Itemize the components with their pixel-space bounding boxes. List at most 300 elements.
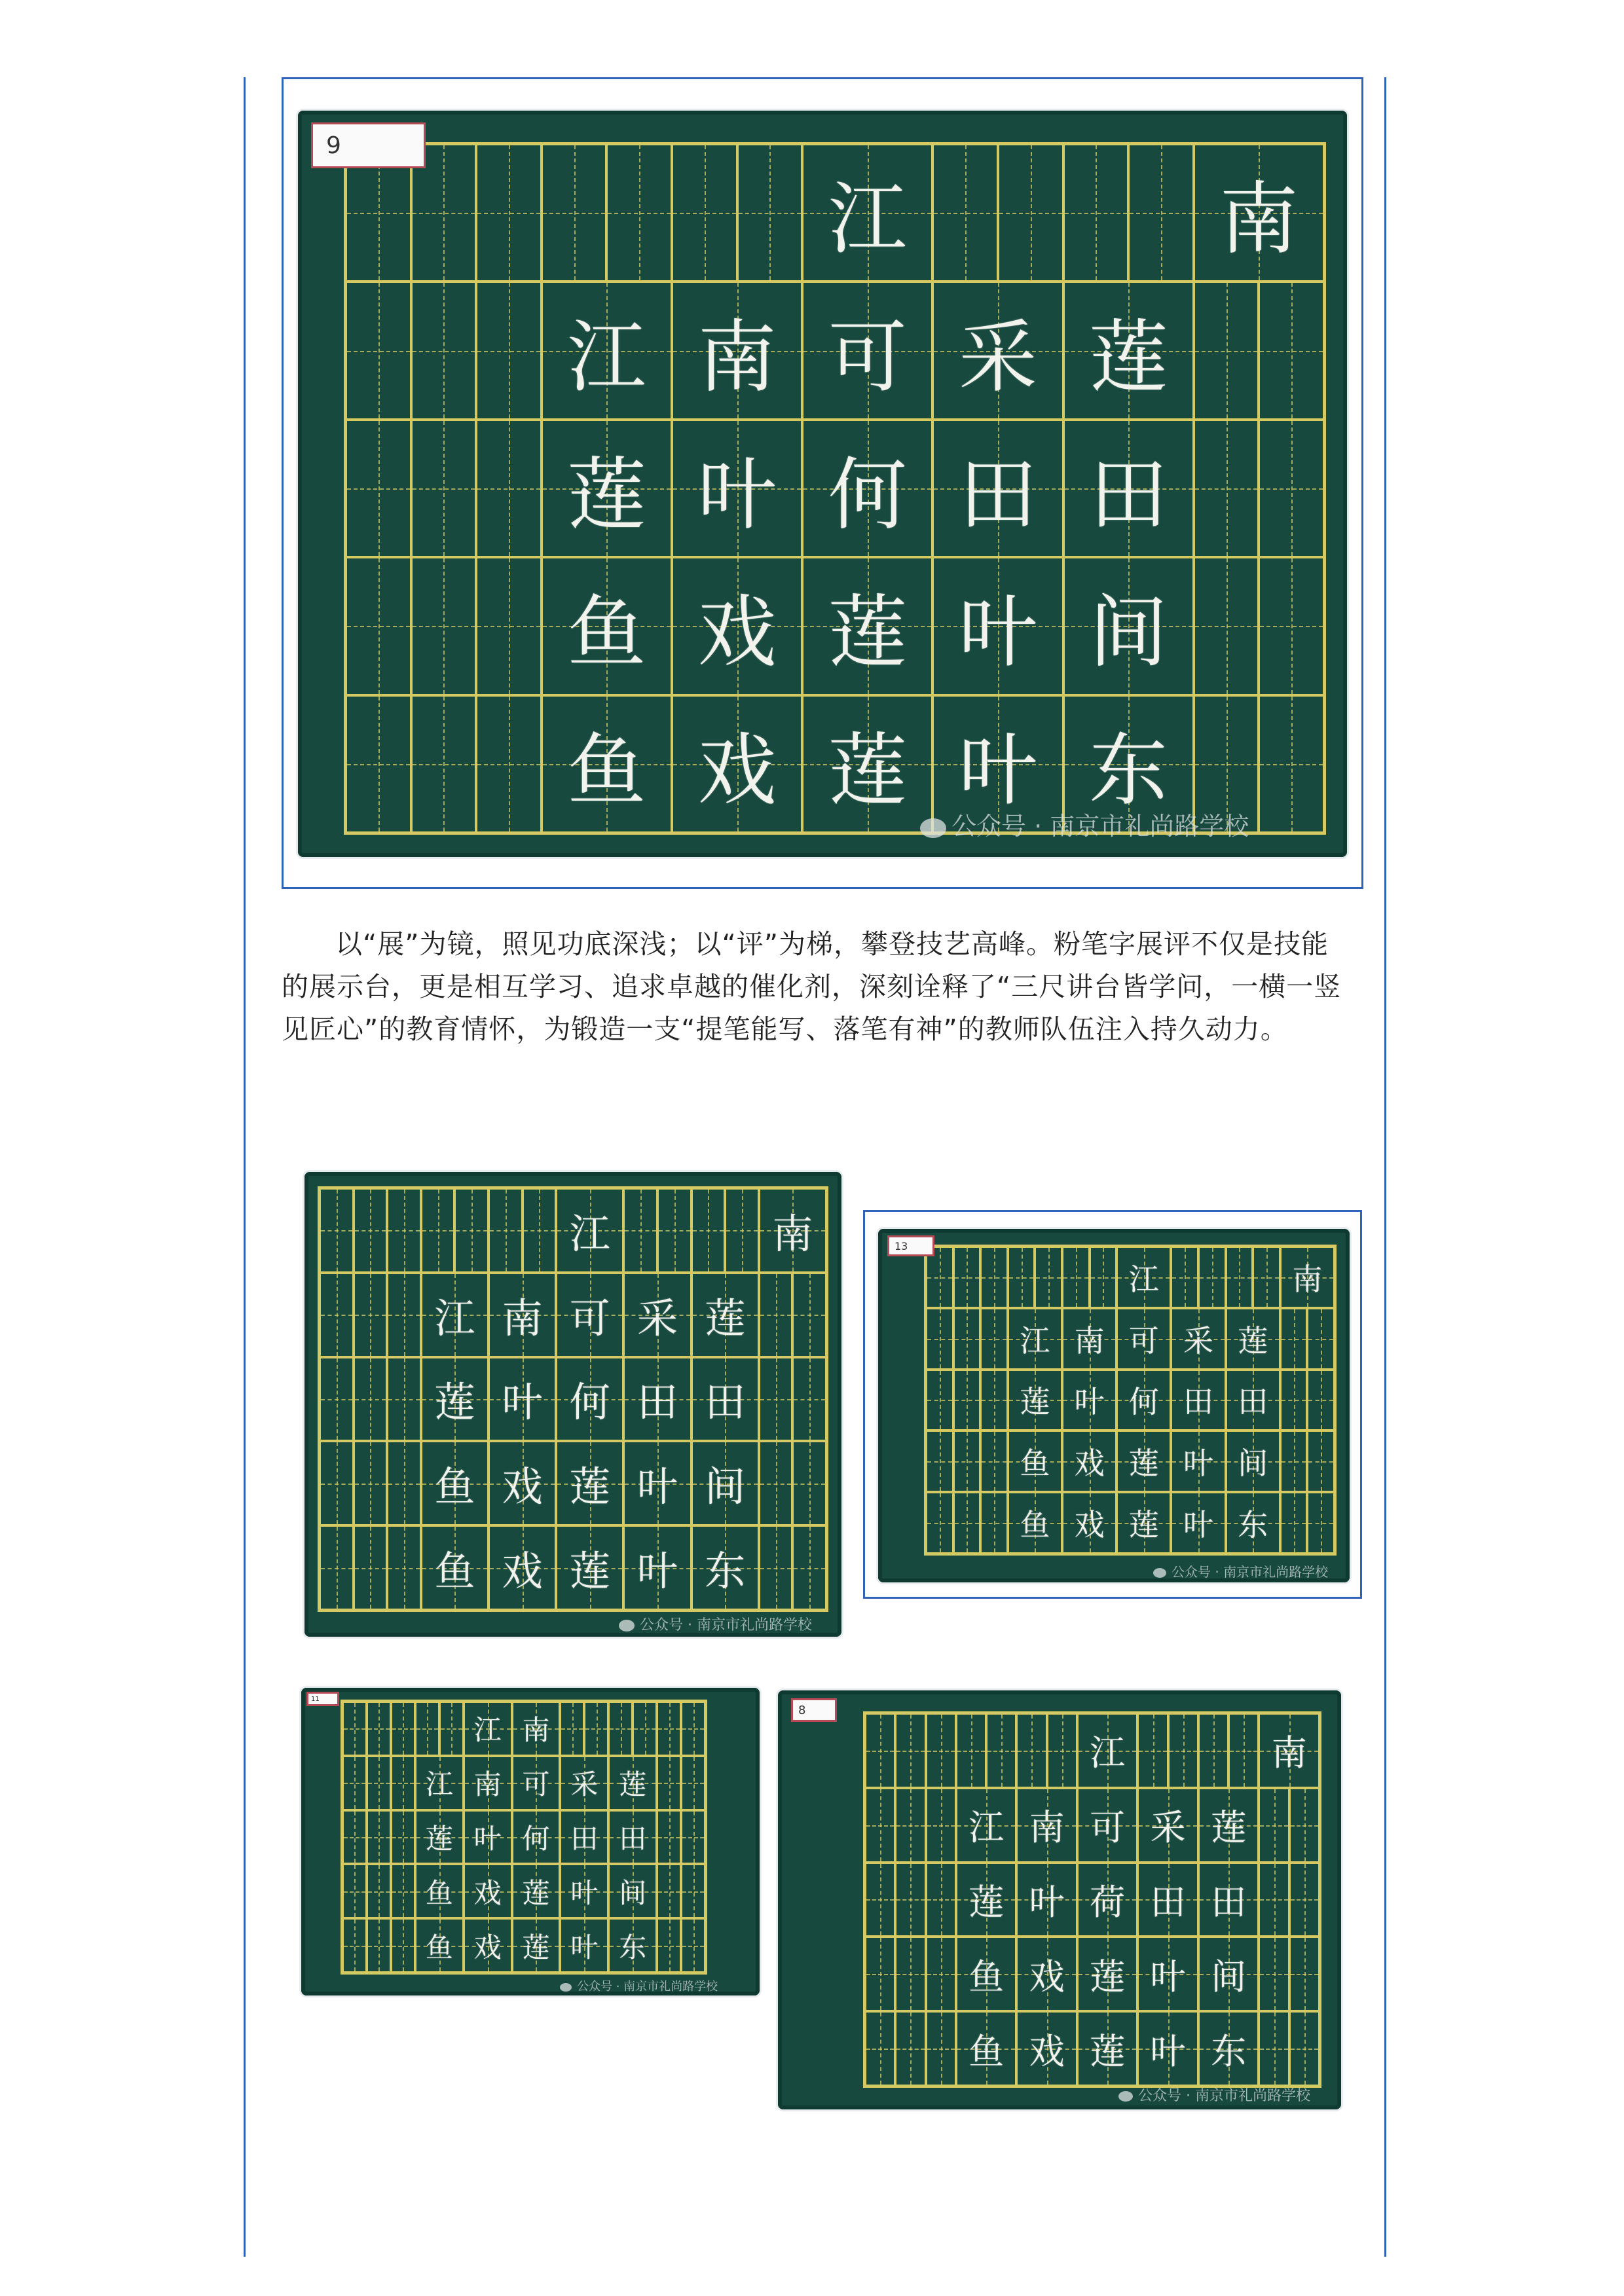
chalk-character: 莲 [1090,1956,1126,1997]
grid-cell [657,1864,681,1918]
grid-cell [411,695,477,833]
grid-cell [865,1788,895,1863]
grid-cell [556,1441,623,1525]
grid-cell [672,557,802,695]
grid-cell [542,695,672,833]
grid-cell [320,1273,354,1357]
grid-cell [1280,1492,1308,1554]
grid-cell [953,1492,981,1554]
grid-cell [1226,1370,1280,1431]
watermark: 公众号 · 南京市礼尚路学校 [1118,2085,1310,2105]
grid-cell [895,1788,925,1863]
grid-cell [657,1810,681,1865]
grid-cell [1198,1937,1259,2011]
grid-cell [657,1918,681,1973]
entry-number-tag: 11 [306,1692,339,1706]
chalk-character: 叶 [502,1378,543,1427]
grid-cell [542,144,607,282]
chalk-character: 田 [1183,1384,1213,1420]
grid-cell [1035,1247,1062,1308]
grid-cell [1198,1788,1259,1863]
grid-cell [672,420,802,557]
chalk-character: 叶 [637,1463,678,1511]
chalk-character: 莲 [434,1378,475,1427]
grid-cell [542,557,672,695]
grid-cell [1128,144,1194,282]
grid-cell [956,2011,1017,2086]
chalk-character: 莲 [1089,312,1168,403]
grid-cell [932,420,1063,557]
chalk-character: 东 [1211,2030,1247,2072]
chalk-character: 戏 [502,1547,543,1595]
grid-cell [512,1864,561,1918]
grid-cell [895,2011,925,2086]
chalk-character: 叶 [697,449,777,541]
grid-cell [489,1357,556,1442]
grid-cell [542,420,672,557]
chalk-character: 叶 [1074,1384,1105,1420]
grid-cell [1116,1247,1171,1308]
entry-number-tag: 13 [887,1235,934,1256]
grid-cell [391,1810,415,1865]
photo-frame-3 [863,1210,1362,1599]
chalk-character: 可 [569,1294,610,1342]
chalk-character: 莲 [705,1294,746,1342]
chalk-character: 南 [1074,1322,1105,1358]
grid-cell [1137,1788,1198,1863]
chalk-character: 鱼 [434,1463,475,1511]
grid-cell [1116,1370,1171,1431]
chalk-character: 田 [570,1822,599,1855]
grid-cell [802,144,932,282]
grid-cell [354,1525,388,1610]
grid-cell [556,1357,623,1442]
grid-cell [1171,1430,1225,1492]
chalk-character: 江 [425,1768,453,1801]
grid-cell [692,1188,726,1273]
grid-cell [354,1273,388,1357]
chalk-character: 荷 [1090,1881,1126,1923]
grid-cell [415,1756,464,1810]
chalk-character: 采 [637,1294,678,1342]
chalk-character: 鱼 [425,1931,453,1963]
grid-cell [391,1756,415,1810]
grid-cell [320,1357,354,1442]
chalk-character: 鱼 [1020,1507,1050,1543]
grid-cell [792,1273,826,1357]
grid-cell [792,1525,826,1610]
grid-cell [542,282,672,419]
grid-cell [1077,1937,1138,2011]
grid-cell [1171,1308,1225,1370]
grid-cell [1077,1713,1138,1788]
grid-cell [1116,1430,1171,1492]
chalk-character: 戏 [1029,1956,1065,1997]
grid-cell [1198,1863,1259,1937]
chalk-character: 戏 [1029,2030,1065,2072]
chalk-character: 莲 [569,1547,610,1595]
grid-cell [980,1430,1008,1492]
chalk-character: 鱼 [425,1876,453,1909]
grid-cell [489,1441,556,1525]
chalk-character: 叶 [570,1876,599,1909]
chalk-character: 可 [1090,1807,1126,1849]
grid-cell [1280,1308,1308,1370]
grid-cell [1008,1370,1062,1431]
grid-cell [926,1788,956,1863]
grid-cell [320,1441,354,1525]
grid-cell [802,282,932,419]
chalk-character: 采 [1183,1322,1213,1358]
grid-cell [512,1702,561,1756]
chalk-character: 鱼 [1020,1446,1050,1482]
grid-cell [421,1273,489,1357]
grid-cell [1171,1492,1225,1554]
chalk-character: 叶 [1029,1881,1065,1923]
chalk-character: 采 [958,312,1037,403]
grid-cell [556,1188,623,1273]
grid-cell [1194,420,1259,557]
chalk-character: 莲 [569,1463,610,1511]
grid-cell [681,1702,705,1756]
chalk-character: 江 [569,1209,610,1258]
chalkboard-1 [298,111,1347,857]
grid-cell [608,1756,657,1810]
grid-cell [464,1810,512,1865]
grid-cell [956,1937,1017,2011]
grid-cell [953,1430,981,1492]
grid-cell [489,1525,556,1610]
chalk-character: 戏 [1074,1507,1105,1543]
grid-cell [556,1273,623,1357]
grid-cell [411,420,477,557]
grid-cell [792,1357,826,1442]
grid-cell [476,557,542,695]
grid-paper [344,142,1326,835]
grid-cell [681,1810,705,1865]
grid-cell [1063,144,1129,282]
grid-cell [1259,557,1324,695]
chalk-character: 叶 [1183,1507,1213,1543]
grid-cell [802,420,932,557]
chalk-character: 莲 [1238,1322,1268,1358]
chalk-character: 江 [969,1807,1005,1849]
grid-cell [980,1308,1008,1370]
grid-cell [865,2011,895,2086]
chalk-character: 江 [828,174,907,266]
grid-cell [1077,1788,1138,1863]
grid-cell [560,1864,608,1918]
entry-number-tag: 9 [311,122,426,168]
chalk-character: 叶 [958,587,1037,679]
grid-cell [608,1864,657,1918]
chalk-character: 南 [772,1209,813,1258]
chalk-character: 莲 [828,587,907,679]
grid-cell [953,1308,981,1370]
chalk-character: 南 [1292,1261,1323,1297]
grid-cell [672,695,802,833]
grid-cell [391,1918,415,1973]
grid-cell [367,1810,391,1865]
grid-cell [415,1810,464,1865]
grid-cell [792,1441,826,1525]
grid-cell [692,1525,759,1610]
grid-cell [387,1525,421,1610]
grid-cell [759,1441,793,1525]
grid-cell [926,1308,953,1370]
chalk-character: 田 [958,449,1037,541]
chalk-character: 南 [522,1714,550,1747]
chalk-character: 间 [705,1463,746,1511]
grid-cell [956,1863,1017,1937]
chalk-character: 东 [619,1931,647,1963]
grid-cell [1259,1937,1289,2011]
chalk-character: 莲 [1128,1446,1159,1482]
grid-cell [1016,1937,1077,2011]
chalk-character: 莲 [1020,1384,1050,1420]
grid-paper [341,1700,707,1975]
grid-cell [1228,1713,1259,1788]
chalk-character: 田 [637,1378,678,1427]
grid-cell [802,557,932,695]
grid-cell [421,1441,489,1525]
grid-cell [415,1864,464,1918]
grid-cell [1259,2011,1289,2086]
grid-cell [980,1370,1008,1431]
chalk-character: 田 [1211,1881,1247,1923]
grid-cell [367,1702,391,1756]
chalk-character: 间 [1211,1956,1247,1997]
chalk-character: 田 [1089,449,1168,541]
chalk-character: 江 [434,1294,475,1342]
chalk-character: 叶 [958,725,1037,816]
chalk-character: 南 [1271,1732,1307,1774]
chalk-character: 江 [1128,1261,1159,1297]
grid-cell [1259,282,1324,419]
grid-cell [633,1702,657,1756]
grid-cell [1116,1492,1171,1554]
chalk-character: 东 [1238,1507,1268,1543]
grid-cell [421,1188,455,1273]
grid-cell [657,1188,692,1273]
grid-cell [1253,1247,1280,1308]
grid-cell [415,1918,464,1973]
grid-cell [953,1247,981,1308]
grid-cell [367,1756,391,1810]
grid-cell [1198,2011,1259,2086]
grid-cell [606,144,672,282]
grid-cell [387,1441,421,1525]
grid-cell [623,1273,691,1357]
chalk-character: 可 [1128,1322,1159,1358]
chalk-character: 叶 [1150,2030,1186,2072]
grid-cell [692,1441,759,1525]
watermark: 公众号 · 南京市礼尚路学校 [920,806,1249,842]
body-paragraph: 以“展”为镜，照见功底深浅；以“评”为梯，攀登技艺高峰。粉笔字展评不仅是技能的展示台，更是相互学习、追求卓越的催化剂，深刻诠释了“三尺讲台皆学问，一横一竖见匠心”的教育情怀，为锻造一支“提笔能写、落笔有神”的教师队伍注入持久动力。 [282,928,1342,1045]
grid-cell [1289,2011,1320,2086]
grid-cell [476,144,542,282]
grid-paper [863,1711,1321,2088]
chalk-character: 鱼 [434,1547,475,1595]
chalk-character: 戏 [473,1931,502,1963]
wechat-icon [1118,2091,1133,2102]
wechat-icon [560,1983,572,1992]
watermark: 公众号 · 南京市礼尚路学校 [619,1614,812,1634]
chalk-character: 莲 [1128,1507,1159,1543]
chalk-character: 可 [828,312,907,403]
grid-cell [387,1188,421,1273]
wechat-icon [619,1620,635,1631]
grid-cell [560,1702,584,1756]
grid-cell [342,1918,367,1973]
chalkboard-3 [878,1229,1350,1582]
grid-cell [623,1441,691,1525]
grid-cell [608,1918,657,1973]
chalk-character: 何 [828,449,907,541]
chalk-character: 东 [705,1547,746,1595]
chalk-character: 采 [570,1768,599,1801]
grid-cell [1226,1492,1280,1554]
grid-cell [1307,1430,1335,1492]
grid-cell [489,1188,523,1273]
grid-cell [1280,1370,1308,1431]
wechat-icon [920,818,946,838]
grid-cell [454,1188,489,1273]
grid-cell [1307,1308,1335,1370]
grid-cell [342,1810,367,1865]
grid-cell [1259,1863,1289,1937]
grid-cell [346,695,411,833]
grid-cell [346,282,411,419]
grid-cell [737,144,803,282]
grid-cell [512,1810,561,1865]
grid-cell [692,1273,759,1357]
grid-cell [932,144,998,282]
grid-cell [932,557,1063,695]
grid-cell [391,1864,415,1918]
grid-cell [657,1756,681,1810]
watermark: 公众号 · 南京市礼尚路学校 [1153,1561,1328,1580]
grid-cell [489,1273,556,1357]
grid-cell [926,1713,956,1788]
grid-cell [476,420,542,557]
grid-cell [342,1756,367,1810]
left-border-rule [244,77,246,2257]
grid-cell [681,1756,705,1810]
chalk-character: 莲 [522,1931,550,1963]
grid-cell [1198,1247,1226,1308]
chalk-character: 叶 [570,1931,599,1963]
grid-paper [318,1186,828,1612]
watermark: 公众号 · 南京市礼尚路学校 [560,1977,718,1994]
grid-cell [865,1713,895,1788]
grid-cell [1194,557,1259,695]
grid-cell [1307,1492,1335,1554]
grid-cell [986,1713,1016,1788]
grid-cell [1016,2011,1077,2086]
chalk-character: 鱼 [969,1956,1005,1997]
chalk-character: 鱼 [567,725,646,816]
chalk-character: 何 [569,1378,610,1427]
chalk-character: 田 [705,1378,746,1427]
chalk-character: 莲 [969,1881,1005,1923]
grid-cell [926,1492,953,1554]
grid-cell [1194,282,1259,419]
grid-cell [1062,1492,1116,1554]
grid-cell [1259,420,1324,557]
grid-cell [1137,1863,1198,1937]
grid-cell [1198,1713,1228,1788]
grid-cell [476,695,542,833]
chalk-character: 江 [567,312,646,403]
grid-cell [956,1713,986,1788]
grid-cell [1226,1247,1253,1308]
grid-cell [926,1937,956,2011]
chalk-character: 南 [473,1768,502,1801]
grid-cell [1062,1247,1090,1308]
grid-cell [865,1863,895,1937]
grid-cell [320,1188,354,1273]
grid-cell [354,1357,388,1442]
grid-cell [926,1863,956,1937]
chalk-character: 田 [619,1822,647,1855]
grid-cell [623,1188,657,1273]
grid-cell [1168,1713,1198,1788]
chalk-character: 南 [502,1294,543,1342]
grid-cell [980,1247,1008,1308]
chalk-character: 戏 [502,1463,543,1511]
chalk-character: 莲 [522,1876,550,1909]
chalk-character: 南 [697,312,777,403]
chalk-character: 戏 [473,1876,502,1909]
grid-cell [1137,1937,1198,2011]
grid-cell [932,282,1063,419]
grid-cell [464,1756,512,1810]
chalk-character: 间 [1238,1446,1268,1482]
chalk-character: 叶 [637,1547,678,1595]
grid-cell [464,1864,512,1918]
grid-cell [421,1525,489,1610]
chalk-character: 莲 [828,725,907,816]
chalk-character: 戏 [697,587,777,679]
grid-cell [1062,1308,1116,1370]
chalk-character: 东 [1089,725,1168,816]
grid-cell [1016,1713,1046,1788]
grid-cell [1016,1788,1077,1863]
chalk-character: 田 [1238,1384,1268,1420]
grid-cell [802,695,932,833]
grid-cell [1077,2011,1138,2086]
grid-cell [623,1357,691,1442]
chalk-character: 可 [522,1768,550,1801]
grid-cell [421,1357,489,1442]
grid-cell [681,1864,705,1918]
grid-cell [1226,1308,1280,1370]
grid-cell [1016,1863,1077,1937]
grid-cell [512,1918,561,1973]
grid-cell [1280,1247,1335,1308]
grid-cell [895,1937,925,2011]
grid-cell [1008,1492,1062,1554]
grid-cell [1226,1430,1280,1492]
grid-cell [1171,1370,1225,1431]
chalk-character: 叶 [1183,1446,1213,1482]
grid-cell [926,2011,956,2086]
grid-cell [1137,2011,1198,2086]
grid-cell [672,282,802,419]
grid-cell [1008,1308,1062,1370]
grid-cell [464,1702,512,1756]
